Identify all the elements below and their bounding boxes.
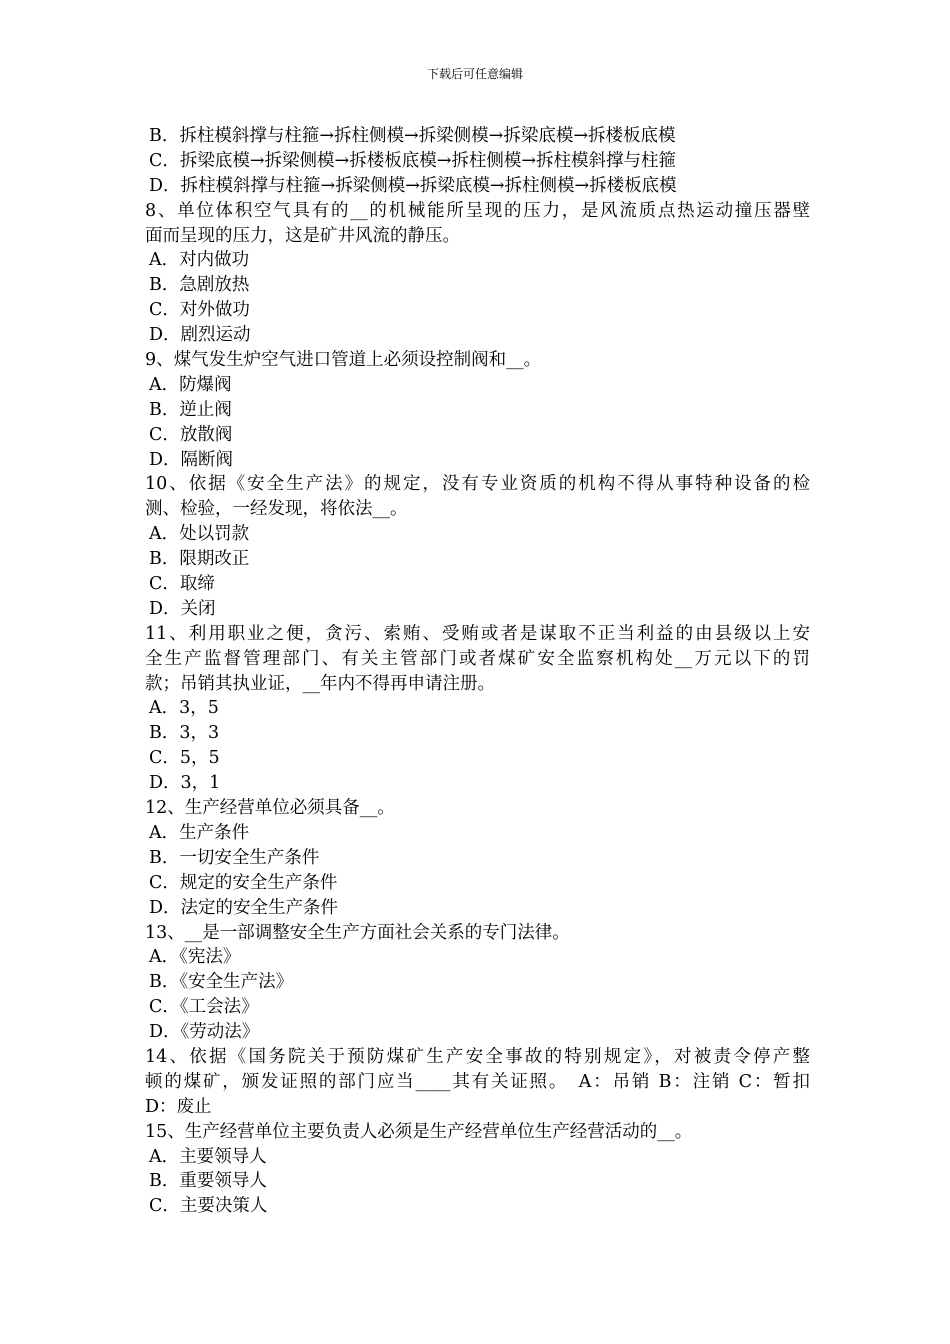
option-line: C．取缔 xyxy=(149,574,215,595)
option-line: B．一切安全生产条件 xyxy=(149,847,320,868)
option-line: B．限期改正 xyxy=(149,549,250,570)
option-line: D．3，1 xyxy=(149,773,221,794)
question-line: 全生产监督管理部门、有关主管部门或者煤矿安全监察机构处__万元以下的罚 xyxy=(145,648,810,669)
option-line: B．重要领导人 xyxy=(149,1171,267,1192)
option-line: B．拆柱模斜撑与柱箍→拆柱侧模→拆梁侧模→拆梁底模→拆楼板底模 xyxy=(149,126,676,146)
option-line: D．《劳动法》 xyxy=(149,1022,260,1043)
option-line: C．《工会法》 xyxy=(149,997,259,1018)
option-line: A．生产条件 xyxy=(149,822,250,843)
option-line: B．《安全生产法》 xyxy=(149,972,294,993)
option-line: A．3，5 xyxy=(149,698,219,719)
question-line: 款；吊销其执业证，__年内不得再申请注册。 xyxy=(145,673,495,694)
question-line: 8、单位体积空气具有的__的机械能所呈现的压力，是风流质点热运动撞压器壁 xyxy=(145,200,810,221)
option-line: C．5，5 xyxy=(149,748,220,769)
question-line: 顿的煤矿，颁发证照的部门应当____其有关证照。 A：吊销 B：注销 C：暂扣 xyxy=(145,1071,810,1092)
question-line: 15、生产经营单位主要负责人必须是生产经营单位生产经营活动的__。 xyxy=(145,1121,693,1142)
option-line: C．主要决策人 xyxy=(149,1196,268,1217)
question-line: 测、检验，一经发现，将依法__。 xyxy=(145,499,408,520)
option-line: B．急剧放热 xyxy=(149,275,250,296)
document-body xyxy=(145,124,810,1219)
question-line: 12、生产经营单位必须具备__。 xyxy=(145,798,395,819)
option-line: A．《宪法》 xyxy=(149,947,241,968)
question-line: 13、__是一部调整安全生产方面社会关系的专门法律。 xyxy=(145,922,570,943)
option-line: D．关闭 xyxy=(149,598,216,619)
question-line: 10、依据《安全生产法》的规定，没有专业资质的机构不得从事特种设备的检 xyxy=(145,474,810,495)
option-line: A．主要领导人 xyxy=(149,1146,267,1167)
option-line: D．拆柱模斜撑与柱箍→拆梁侧模→拆梁底模→拆柱侧模→拆楼板底模 xyxy=(149,175,677,196)
page-header: 下载后可任意编辑 xyxy=(426,67,523,81)
option-line: D．法定的安全生产条件 xyxy=(149,897,339,918)
question-line: 11、利用职业之便，贪污、索贿、受贿或者是谋取不正当利益的由县级以上安 xyxy=(145,623,810,644)
option-line: C．拆梁底模→拆梁侧模→拆楼板底模→拆柱侧模→拆柱模斜撑与柱箍 xyxy=(149,150,677,171)
option-line: C．放散阀 xyxy=(149,424,233,445)
option-line: C．规定的安全生产条件 xyxy=(149,872,338,893)
question-line: 14、依据《国务院关于预防煤矿生产安全事故的特别规定》，对被责令停产整 xyxy=(145,1046,810,1067)
question-line: D：废止 xyxy=(145,1096,212,1117)
question-line: 面而呈现的压力，这是矿井风流的静压。 xyxy=(145,225,460,246)
option-line: C．对外做功 xyxy=(149,300,250,321)
question-line: 9、煤气发生炉空气进口管道上必须设控制阀和__。 xyxy=(145,350,542,371)
option-line: A．对内做功 xyxy=(149,250,250,271)
option-line: D．剧烈运动 xyxy=(149,325,251,346)
option-line: B．3，3 xyxy=(149,723,220,744)
option-line: A．防爆阀 xyxy=(149,374,232,395)
option-line: D．隔断阀 xyxy=(149,449,234,470)
option-line: A．处以罚款 xyxy=(149,524,250,545)
option-line: B．逆止阀 xyxy=(149,399,232,420)
